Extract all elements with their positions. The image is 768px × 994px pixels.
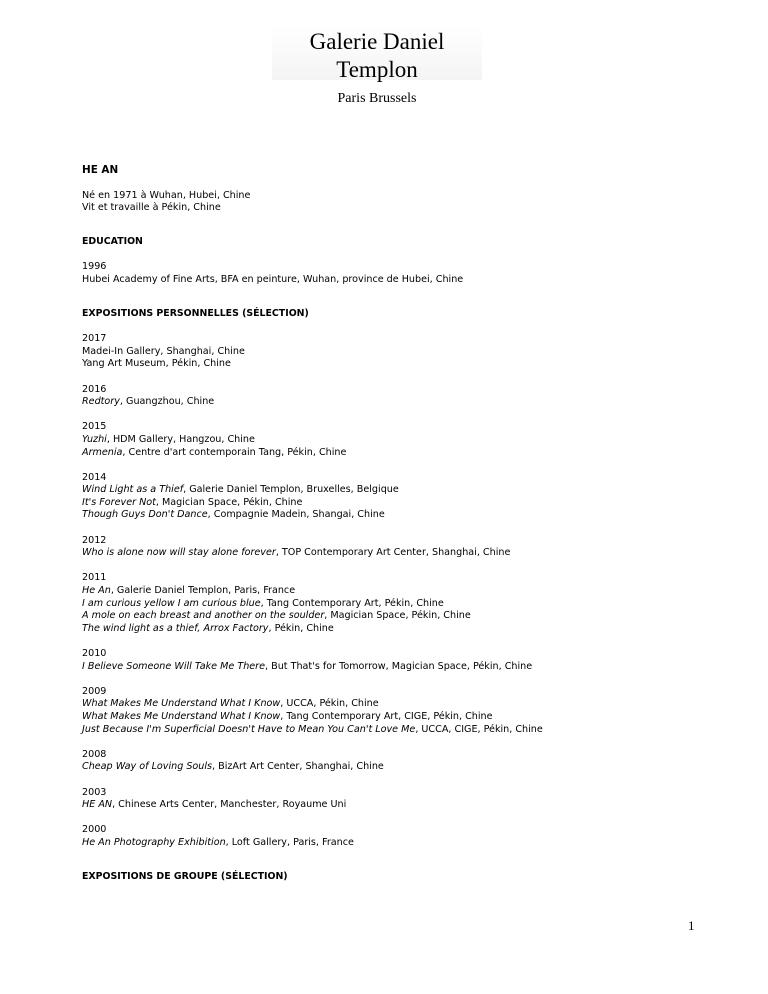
exhibition-title: He An Photography Exhibition — [82, 836, 226, 848]
exhibition-item — [82, 610, 702, 623]
exhibition-item — [82, 698, 702, 711]
exhibition-venue: , But That's for Tomorrow, Magician Space, Pékin, Chine — [265, 660, 533, 672]
exhibition-title: Though Guys Don't Dance — [82, 509, 208, 521]
exhibition-year: 2015 — [82, 421, 107, 433]
exhibition-item — [82, 396, 702, 409]
exhibition-venue: , Centre d'art contemporain Tang, Pékin, Chine — [122, 446, 347, 458]
exhibition-venue: , Galerie Daniel Templon, Bruxelles, Belgique — [183, 484, 399, 496]
exhibition-year-block — [82, 824, 702, 849]
exhibition-year-block — [82, 749, 702, 774]
exhibition-year: 2009 — [82, 685, 107, 697]
exhibition-year: 2017 — [82, 333, 107, 345]
artist-residence: Vit et travaille à Pékin, Chine — [82, 202, 221, 214]
exhibition-item — [82, 585, 702, 598]
exhibition-item — [82, 509, 702, 522]
exhibition-year-block — [82, 648, 702, 673]
exhibition-venue: , Pékin, Chine — [268, 622, 334, 634]
cv-content — [82, 164, 702, 896]
exhibition-item — [82, 724, 702, 737]
solo-exhibitions-heading: EXPOSITIONS PERSONNELLES (SÉLECTION) — [82, 307, 309, 319]
exhibition-venue: , Guangzhou, Chine — [119, 396, 215, 408]
education-text: Hubei Academy of Fine Arts, BFA en peinture, Wuhan, province de Hubei, Chine — [82, 273, 464, 285]
exhibition-year-block — [82, 535, 702, 560]
exhibition-item — [82, 799, 702, 812]
exhibition-title: A mole on each breast and another on the soulder — [82, 610, 325, 622]
exhibition-title: The wind light as a thief, Arrox Factory — [82, 622, 269, 634]
artist-name: HE AN — [82, 164, 119, 176]
exhibition-venue: , BizArt Art Center, Shanghai, Chine — [212, 761, 384, 773]
exhibition-year-block — [82, 572, 702, 635]
exhibition-item — [82, 358, 702, 371]
exhibition-item — [82, 346, 702, 359]
exhibition-venue: Yang Art Museum, Pékin, Chine — [82, 358, 231, 370]
exhibition-title: I Believe Someone Will Take Me There — [82, 660, 266, 672]
gallery-name: Galerie Daniel Templon — [309, 29, 445, 82]
artist-birth: Né en 1971 à Wuhan, Hubei, Chine — [82, 189, 251, 201]
exhibition-year: 2010 — [82, 648, 107, 659]
artist-bio — [82, 190, 702, 215]
exhibition-item — [82, 497, 702, 510]
page-number: 1 — [688, 918, 695, 933]
education-year: 1996 — [82, 261, 107, 273]
exhibition-item — [82, 598, 702, 611]
solo-exhibitions-list — [82, 333, 702, 849]
exhibition-venue: , Tang Contemporary Art, Pékin, Chine — [260, 597, 444, 609]
exhibition-year-block — [82, 421, 702, 459]
exhibition-item — [82, 711, 702, 724]
exhibition-title: Yuzhi — [82, 433, 107, 445]
exhibition-venue: , TOP Contemporary Art Center, Shanghai, Chine — [275, 547, 511, 559]
exhibition-venue: , Galerie Daniel Templon, Paris, France — [110, 585, 296, 597]
exhibition-year: 2003 — [82, 786, 107, 798]
exhibition-title: Cheap Way of Loving Souls — [82, 761, 213, 773]
exhibition-venue: , Tang Contemporary Art, CIGE, Pékin, Chine — [280, 710, 493, 722]
exhibition-title: Wind Light as a Thief — [82, 484, 184, 496]
exhibition-item — [82, 623, 702, 636]
exhibition-year: 2014 — [82, 471, 107, 483]
exhibition-title: What Makes Me Understand What I Know — [82, 710, 281, 722]
education-heading: EDUCATION — [82, 235, 143, 247]
exhibition-year-block — [82, 787, 702, 812]
exhibition-venue: , UCCA, Pékin, Chine — [280, 698, 379, 710]
exhibition-title: He An — [82, 585, 111, 597]
group-exhibitions-heading: EXPOSITIONS DE GROUPE (SÉLECTION) — [82, 870, 288, 882]
exhibition-year: 2012 — [82, 534, 107, 546]
exhibition-item — [82, 434, 702, 447]
exhibition-venue: , Loft Gallery, Paris, France — [225, 836, 354, 848]
exhibition-item — [82, 447, 702, 460]
exhibition-venue: , UCCA, CIGE, Pékin, Chine — [415, 723, 543, 735]
exhibition-year-block — [82, 472, 702, 522]
exhibition-item — [82, 484, 702, 497]
exhibition-item — [82, 837, 702, 850]
exhibition-title: HE AN — [82, 799, 113, 811]
exhibition-venue: , Magician Space, Pékin, Chine — [155, 496, 303, 508]
exhibition-item — [82, 661, 702, 674]
exhibition-title: Armenia — [82, 446, 123, 458]
exhibition-title: Redtory — [82, 396, 120, 408]
exhibition-title: What Makes Me Understand What I Know — [82, 698, 281, 710]
exhibition-venue: , Chinese Arts Center, Manchester, Royaume Uni — [112, 799, 347, 811]
exhibition-venue: , Compagnie Madein, Shangai, Chine — [207, 509, 385, 521]
exhibition-year: 2016 — [82, 383, 107, 395]
exhibition-title: Who is alone now will stay alone forever — [82, 547, 276, 559]
exhibition-item — [82, 761, 702, 774]
exhibition-year: 2008 — [82, 748, 107, 760]
exhibition-title: I am curious yellow I am curious blue — [82, 597, 261, 609]
exhibition-year: 2011 — [82, 572, 107, 584]
exhibition-item — [82, 547, 702, 560]
exhibition-venue: , Magician Space, Pékin, Chine — [324, 610, 471, 622]
gallery-letterhead — [272, 26, 482, 106]
exhibition-title: Just Because I'm Superficial Doesn't Have to Mean You Can't Love Me — [82, 723, 416, 735]
gallery-cities: Paris Brussels — [337, 91, 417, 106]
exhibition-year-block — [82, 686, 702, 736]
exhibition-title: It's Forever Not — [82, 496, 156, 508]
education-entry — [82, 261, 702, 286]
exhibition-year-block — [82, 384, 702, 409]
exhibition-venue: Madei-In Gallery, Shanghai, Chine — [82, 345, 245, 357]
exhibition-venue: , HDM Gallery, Hangzou, Chine — [106, 433, 255, 445]
exhibition-year: 2000 — [82, 824, 107, 836]
exhibition-year-block — [82, 333, 702, 371]
